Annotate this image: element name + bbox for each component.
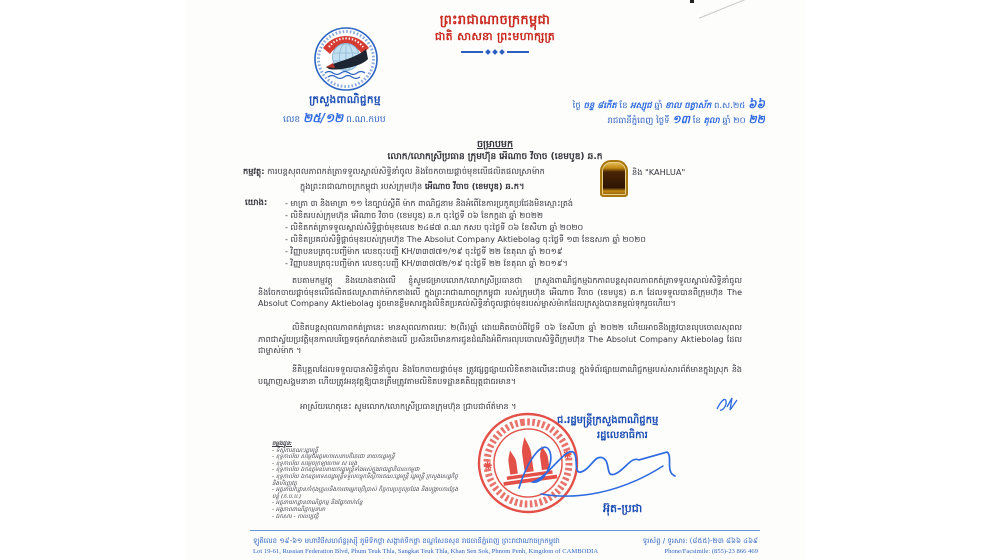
cc-item: - ទីស្ដីការគណៈរដ្ឋមន្ត្រី	[272, 447, 318, 454]
ornament-bar	[507, 51, 529, 53]
subject-company: អើណាច វីចាច (ខេមបូឌ) ឆ.ក។	[424, 181, 525, 191]
footer-english-line	[253, 548, 758, 555]
date-print: រាជធានីភ្នំពេញ ថ្ងៃទី	[607, 116, 670, 126]
kingdom-title: ព្រះរាជាណាចក្រកម្ពុជា	[439, 13, 551, 28]
footer-phone-en: Phone/Facsimile: (855)-23 866 469	[664, 548, 758, 555]
footer-phone-km: ទូរស័ព្ទ / ទូរសារ: (៨៥៥)-២៣ ៨៦៦ ៤៦៩	[642, 537, 758, 545]
handwritten-check-mark	[715, 395, 741, 415]
date-handwritten: អស្សុជ	[630, 101, 652, 111]
salutation-heading: ចម្រាបមក	[477, 139, 513, 150]
reference-item: - លិខិតប្រគល់សិទ្ធិផ្ដាច់មុខរបស់ក្រុមហ៊ុន The Absolut Company Aktiebolag ចុះថ្ងៃទី ១៣ ខែឧសភា ឆ្នាំ ២០២០	[285, 235, 646, 244]
body-paragraph-3: នីតិបុគ្គលដែលទទួលបានសិទ្ធិនាំចូល និងចែកចាយផ្ដាច់មុខ ត្រូវផ្សព្វផ្សាយលិខិតខាងលើនេះជាបន្ត ក្នុងទំព័រផ្សាយពាណិជ្ជកម្មរបស់សារព័ត៌មានក្នុងស្រុក និងបណ្ដាញសង្គមនានា ហើយត្រូវអនុវត្តឱ្យបានត្រឹមត្រូវតាមលិខិតបទដ្ឋានគតិយុត្តជាធរមាន។	[258, 365, 742, 386]
reference-item: - លិខិតកត់ត្រាទទួលស្គាល់សិទ្ធិផ្ដាច់មុខលេខ ២៤៨៧ ព.ណ កសប ចុះថ្ងៃទី ០៦ ខែសីហា ឆ្នាំ ២០២០	[285, 223, 584, 232]
subject-line-2	[300, 181, 700, 194]
signatory-title: រដ្ឋលេខាធិការ	[597, 430, 648, 441]
date-print: ព.ស.២៥	[713, 101, 746, 111]
cc-item: - អគ្គនាយកដ្ឋានកាំកុងត្រូលនិងការពារអ្នកប្រើប្រាស់ កិច្ចការប្រកួតប្រជែង និងបង្ក្រាបការក្លែងបន្លំ (ក.ប.ប.)	[272, 487, 459, 500]
signatory-name: អ៊ុត-ប្រជា	[603, 502, 643, 515]
date-print: ខែ	[692, 116, 701, 126]
date-handwritten: ចន្ទ ៨កើត	[583, 101, 617, 111]
date-print: ឆ្នាំ	[654, 101, 663, 111]
date-handwritten: ខាល ចត្វាស័ក	[665, 101, 712, 111]
subject-kahlua: និង "KAHLUA"	[632, 167, 686, 177]
footer-address-km: ឡូតិ៍លេខ ១៩-៦១ មហាវិថីសហព័ន្ធរុស្ស៊ី ភូមិទឹកថ្លា សង្កាត់ទឹកថ្លា ខណ្ឌសែនសុខ រាជធានីភ្នំពេញ ព្រះរាជាណាចក្រកម្ពុជា	[253, 537, 560, 545]
recipient-pre: លោក/លោកស្រីប្រធាន ក្រុមហ៊ុន	[387, 152, 497, 162]
national-motto: ជាតិ សាសនា ព្រះមហាក្សត្រ	[434, 30, 556, 43]
signature-scribble	[515, 432, 685, 504]
date-handwritten: ១៣	[672, 113, 690, 126]
ornament-diamond	[492, 49, 498, 55]
ornament-diamond	[499, 49, 505, 55]
footer-khmer-line	[253, 537, 758, 547]
ministry-logo	[313, 26, 379, 92]
on-behalf-line: ជ.រដ្ឋមន្ត្រីក្រសួងពាណិជ្ជកម្ម	[557, 415, 659, 426]
closing-line: អាស្រ័យហេតុនេះ សូមលោក/លោកស្រីប្រធានក្រុមហ៊ុន ជ្រាបជាព័ត៌មាន ។	[300, 402, 517, 411]
date-handwritten: តុលា	[703, 116, 720, 126]
body-paragraph-2: លិខិតបន្តសុពលភាពកត់ត្រានេះ មានសុពលភាពរយៈ ២(ពីរ)ឆ្នាំ ដោយគិតចាប់ពីថ្ងៃទី ០៦ ខែសីហា ឆ្នាំ ២០២២ ហើយអាចនឹងត្រូវបានលុបចោលសុពលភាពជាស្វ័យប្រវត្តិមុនកាលបរិច្ឆេទផុតកំណត់ខាងលើ ប្រសិនបើមានការជូនដំណឹងអំពីការលុបចោលសិទ្ធិពីក្រុមហ៊ុន The Absolut Company Aktiebolag ដែលជាម្ចាស់ម៉ាក ។	[258, 323, 742, 355]
cc-item: - ខុទ្ទកាល័យ ឯកឧត្ដមទេសរដ្ឋមន្ត្រីទទួលបន្ទុកទីស្ដីការគណៈរដ្ឋមន្ត្រី រដ្ឋមន្ត្រី ក្រសួងសេដ្ឋកិច្ច និងហិរញ្ញវត្ថុ	[272, 473, 458, 487]
doc-no-label: លេខ	[283, 115, 301, 125]
header-ornament	[445, 50, 545, 54]
lunar-date-line	[485, 96, 765, 114]
document-page	[185, 0, 805, 560]
ornament-bar	[461, 51, 483, 53]
date-print: ថ្ងៃ	[572, 101, 581, 111]
ornament-diamond	[485, 49, 491, 55]
footer-divider	[250, 530, 760, 531]
cc-item: - អគ្គនាយកដ្ឋានពាណិជ្ជកម្ម និងផ្នែកពាក់ព័ន្ធ	[272, 500, 363, 507]
date-print: ឆ្នាំ ២០	[722, 116, 746, 126]
date-handwritten: ៦៦	[748, 97, 765, 111]
cc-item: - ឯកសារ - កាលប្បវត្តិ	[272, 513, 319, 520]
subject-line-1	[243, 166, 603, 179]
scan-speck	[690, 0, 694, 3]
subject-label: កម្មវត្ថុ:	[243, 166, 265, 176]
doc-no-handwritten: ២៥/១២	[303, 111, 344, 125]
reference-item: - វិញ្ញាបនបត្រចុះបញ្ជីម៉ាក លេខចុះបញ្ជី KH/៣៣៧៧១/១៩ ចុះថ្ងៃទី ២២ ខែតុលា ឆ្នាំ ២០១៩	[285, 247, 563, 256]
body-paragraph-1: តបតាមកម្មវត្ថុ និងយោងខាងលើ ខ្ញុំសូមជម្រាបលោក/លោកស្រីប្រធានថា ក្រសួងពាណិជ្ជកម្មឯកភាពបន្តសុពលភាពកត់ត្រាទទួលស្គាល់សិទ្ធិនាំចូល និងចែកចាយផ្ដាច់មុខលើផលិតផលស្រាពាក់ម៉ាកខាងលើ ក្នុងព្រះរាជាណាចក្រកម្ពុជា របស់ក្រុមហ៊ុន អើណាច វីចាច (ខេមបូឌ) ឆ.ក ដែលទទួលបានពីក្រុមហ៊ុន The Absolut Company Aktiebolag ដូចមានខ្លឹមសារក្នុងលិខិតប្រគល់សិទ្ធិនាំចូលផ្ដាច់មុខរបស់ម្ចាស់ម៉ាកដែលក្រសួងបានតម្កល់ទុករួចហើយ។	[258, 276, 742, 308]
gregorian-date-line	[515, 113, 765, 129]
cc-item: - ខុទ្ទកាល័យ សម្ដេចអគ្គមហាសេនាបតីតេជោ នាយករដ្ឋមន្ត្រី	[272, 454, 395, 461]
recipient-line	[245, 151, 745, 164]
cc-item: - អង្គភាពពាណិជ្ជកម្មនានា	[272, 506, 326, 513]
reference-item: - វិញ្ញាបនបត្រចុះបញ្ជីម៉ាក លេខចុះបញ្ជី KH/៣៣៧៧២/១៩ ចុះថ្ងៃទី ២២ ខែតុលា ឆ្នាំ ២០១៩។	[285, 259, 568, 268]
footer-address-en: Lot 19-61, Russian Federation Blvd, Phum Teuk Thla, Sangkat Teuk Thla, Khan Sen Sok, Phnom Penh, Kingdom of CAMBODIA	[253, 548, 599, 555]
date-print: ខែ	[619, 101, 628, 111]
subject-text-1: ការបន្តសុពលភាពកត់ត្រាទទួលស្គាល់សិទ្ធិនាំចូល និងចែកចាយផ្ដាច់មុខលើផលិតផលស្រាម៉ាក	[267, 166, 545, 176]
recipient-company: អើណាច វីចាច (ខេមបូឌ) ឆ.ក	[499, 152, 603, 162]
reference-item: - លិខិតរបស់ក្រុមហ៊ុន អើណាច វីចាច (ខេមបូឌ) ឆ.ក ចុះថ្ងៃទី ០៦ ខែកក្កដា ឆ្នាំ ២០២២	[285, 211, 544, 220]
cc-item: - ខុទ្ទកាល័យ ឯកឧត្ដមឧបនាយករដ្ឋមន្ត្រីទាំងអស់ក្នុងរាជរដ្ឋាភិបាលកម្ពុជា	[272, 467, 420, 474]
cc-list	[272, 441, 472, 520]
cc-item: - ខុទ្ទកាល័យ សម្ដេចក្រឡាហោម ស ខេង	[272, 460, 358, 467]
subject-text-2: ក្នុងព្រះរាជាណាចក្រកម្ពុជា របស់ក្រុមហ៊ុន	[300, 181, 423, 191]
references-label: យោង:	[245, 198, 268, 208]
cc-label: ចម្លងជូន:	[272, 441, 292, 447]
doc-no-suffix: ព.ណ.កបប	[346, 115, 386, 125]
date-handwritten: ២២	[748, 113, 765, 126]
document-number	[283, 110, 423, 128]
ministry-name: ក្រសួងពាណិជ្ជកម្ម	[309, 94, 381, 106]
reference-item: - មាត្រា ៣ និងមាត្រា ១១ នៃច្បាប់ស្ដីពី ម៉ាក ពាណិជ្ជនាម និងអំពើនៃការប្រកួតប្រជែងមិនស្មោះត្រង់	[285, 199, 573, 208]
